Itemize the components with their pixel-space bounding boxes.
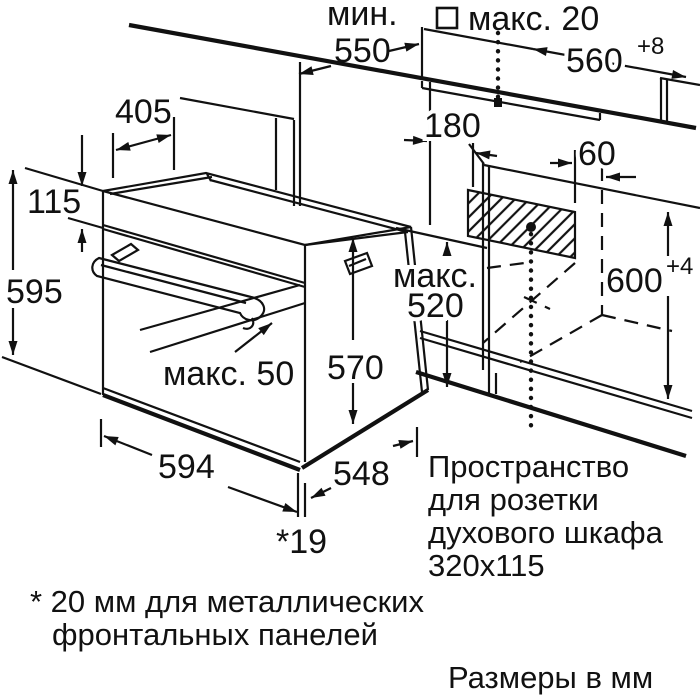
dim-max-520-value: 520	[407, 287, 464, 325]
dim-600-tolerance: +4	[666, 253, 694, 280]
dim-min-550-value: 550	[334, 32, 391, 70]
socket-note-line1: Пространство	[428, 449, 630, 484]
dim-min-550-prefix: мин.	[327, 0, 398, 33]
units-label: Размеры в мм	[448, 660, 654, 695]
dim-60-label: 60	[578, 135, 616, 173]
oven-drawing	[92, 173, 428, 470]
dim-max-20-label: макс. 20	[468, 0, 600, 38]
dim-595-label: 595	[6, 273, 63, 311]
dim-max-50-label: макс. 50	[163, 355, 295, 393]
footnote-line1: * 20 мм для металлических	[30, 584, 424, 619]
dim-max-520-prefix: макс.	[393, 257, 477, 295]
dim-180-label: 180	[424, 107, 481, 145]
dim-594-label: 594	[158, 448, 215, 486]
socket-note-line2: для розетки	[428, 482, 599, 517]
dim-600-value: 600	[606, 262, 663, 300]
socket-note-line3: духового шкафа	[428, 515, 663, 550]
cabinet-niche-drawing	[416, 33, 700, 456]
dim-560-tolerance: +8	[637, 33, 665, 60]
footnote-line2: фронтальных панелей	[52, 617, 378, 652]
side-vent-slot	[345, 253, 372, 274]
handle-bracket	[112, 244, 138, 261]
dim-548-label: 548	[333, 455, 390, 493]
dim-405-label: 405	[115, 93, 172, 131]
dim-570-label: 570	[327, 349, 384, 387]
square-symbol	[437, 8, 457, 28]
socket-note-line4: 320x115	[428, 548, 545, 583]
dim-115-label: 115	[27, 183, 82, 221]
dim-star-19-label: *19	[276, 523, 328, 561]
vent-gap-mark	[494, 98, 502, 107]
dim-560-value: 560	[566, 42, 623, 80]
